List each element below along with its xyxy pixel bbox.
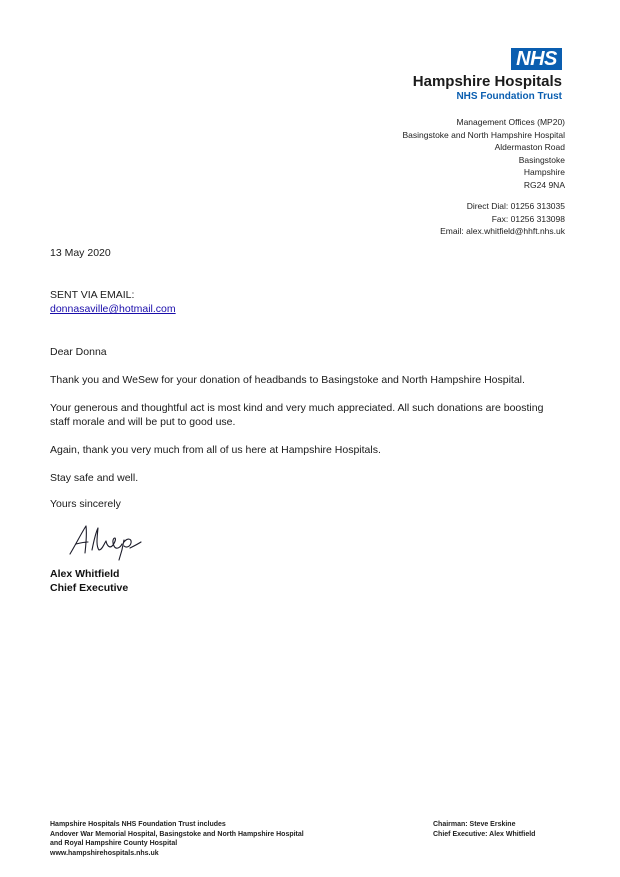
- address-line: Hampshire: [523, 167, 565, 178]
- direct-dial: Direct Dial: 01256 313035: [466, 201, 565, 211]
- handwritten-signature: [66, 520, 146, 562]
- paragraph: Thank you and WeSew for your donation of headbands to Basingstoke and North Hampshire Hospital.: [50, 374, 525, 386]
- organisation-subtitle: NHS Foundation Trust: [456, 91, 562, 102]
- email-address: Email: alex.whitfield@hhft.nhs.uk: [440, 226, 565, 237]
- address-line: RG24 9NA: [523, 179, 565, 190]
- footer-line: Andover War Memorial Hospital, Basingstoke and North Hampshire Hospital: [50, 830, 304, 838]
- signatory-name: Alex Whitfield: [50, 568, 120, 580]
- sent-via-label: SENT VIA EMAIL:: [50, 289, 135, 301]
- address-line: Basingstoke and North Hampshire Hospital: [402, 129, 565, 140]
- sender-address: [402, 116, 565, 192]
- signatory-title: Chief Executive: [50, 582, 129, 594]
- paragraph: Your generous and thoughtful act is most kind and very much appreciated. All such donations are boosting staff morale and will be put to good use.: [50, 402, 544, 428]
- footer-left: [50, 820, 304, 858]
- footer-chief-executive: Chief Executive: Alex Whitfield: [433, 830, 536, 838]
- footer-chairman: Chairman: Steve Erskine: [433, 821, 516, 828]
- salutation: Dear Donna: [50, 346, 107, 358]
- fax-number: Fax: 01256 313098: [491, 213, 565, 224]
- signatory: [50, 567, 128, 595]
- footer-line: Hampshire Hospitals NHS Foundation Trust includes: [50, 821, 226, 828]
- address-line: Basingstoke: [518, 154, 565, 165]
- recipient-email[interactable]: [50, 302, 176, 316]
- footer-right: [433, 820, 535, 839]
- organisation-name: Hampshire Hospitals: [412, 73, 562, 90]
- footer-website: www.hampshirehospitals.nhs.uk: [50, 849, 159, 857]
- closing: Yours sincerely: [50, 498, 121, 510]
- footer-line: and Royal Hampshire County Hospital: [50, 840, 178, 848]
- sender-contact: [440, 200, 565, 238]
- address-line: Aldermaston Road: [494, 142, 565, 153]
- recipient-email-link[interactable]: donnasaville@hotmail.com: [50, 303, 176, 315]
- nhs-logo: NHS: [511, 48, 562, 70]
- paragraph: Stay safe and well.: [50, 472, 139, 484]
- letter-date: 13 May 2020: [50, 247, 111, 259]
- paragraph: Again, thank you very much from all of us here at Hampshire Hospitals.: [50, 444, 381, 456]
- address-line: Management Offices (MP20): [456, 117, 565, 127]
